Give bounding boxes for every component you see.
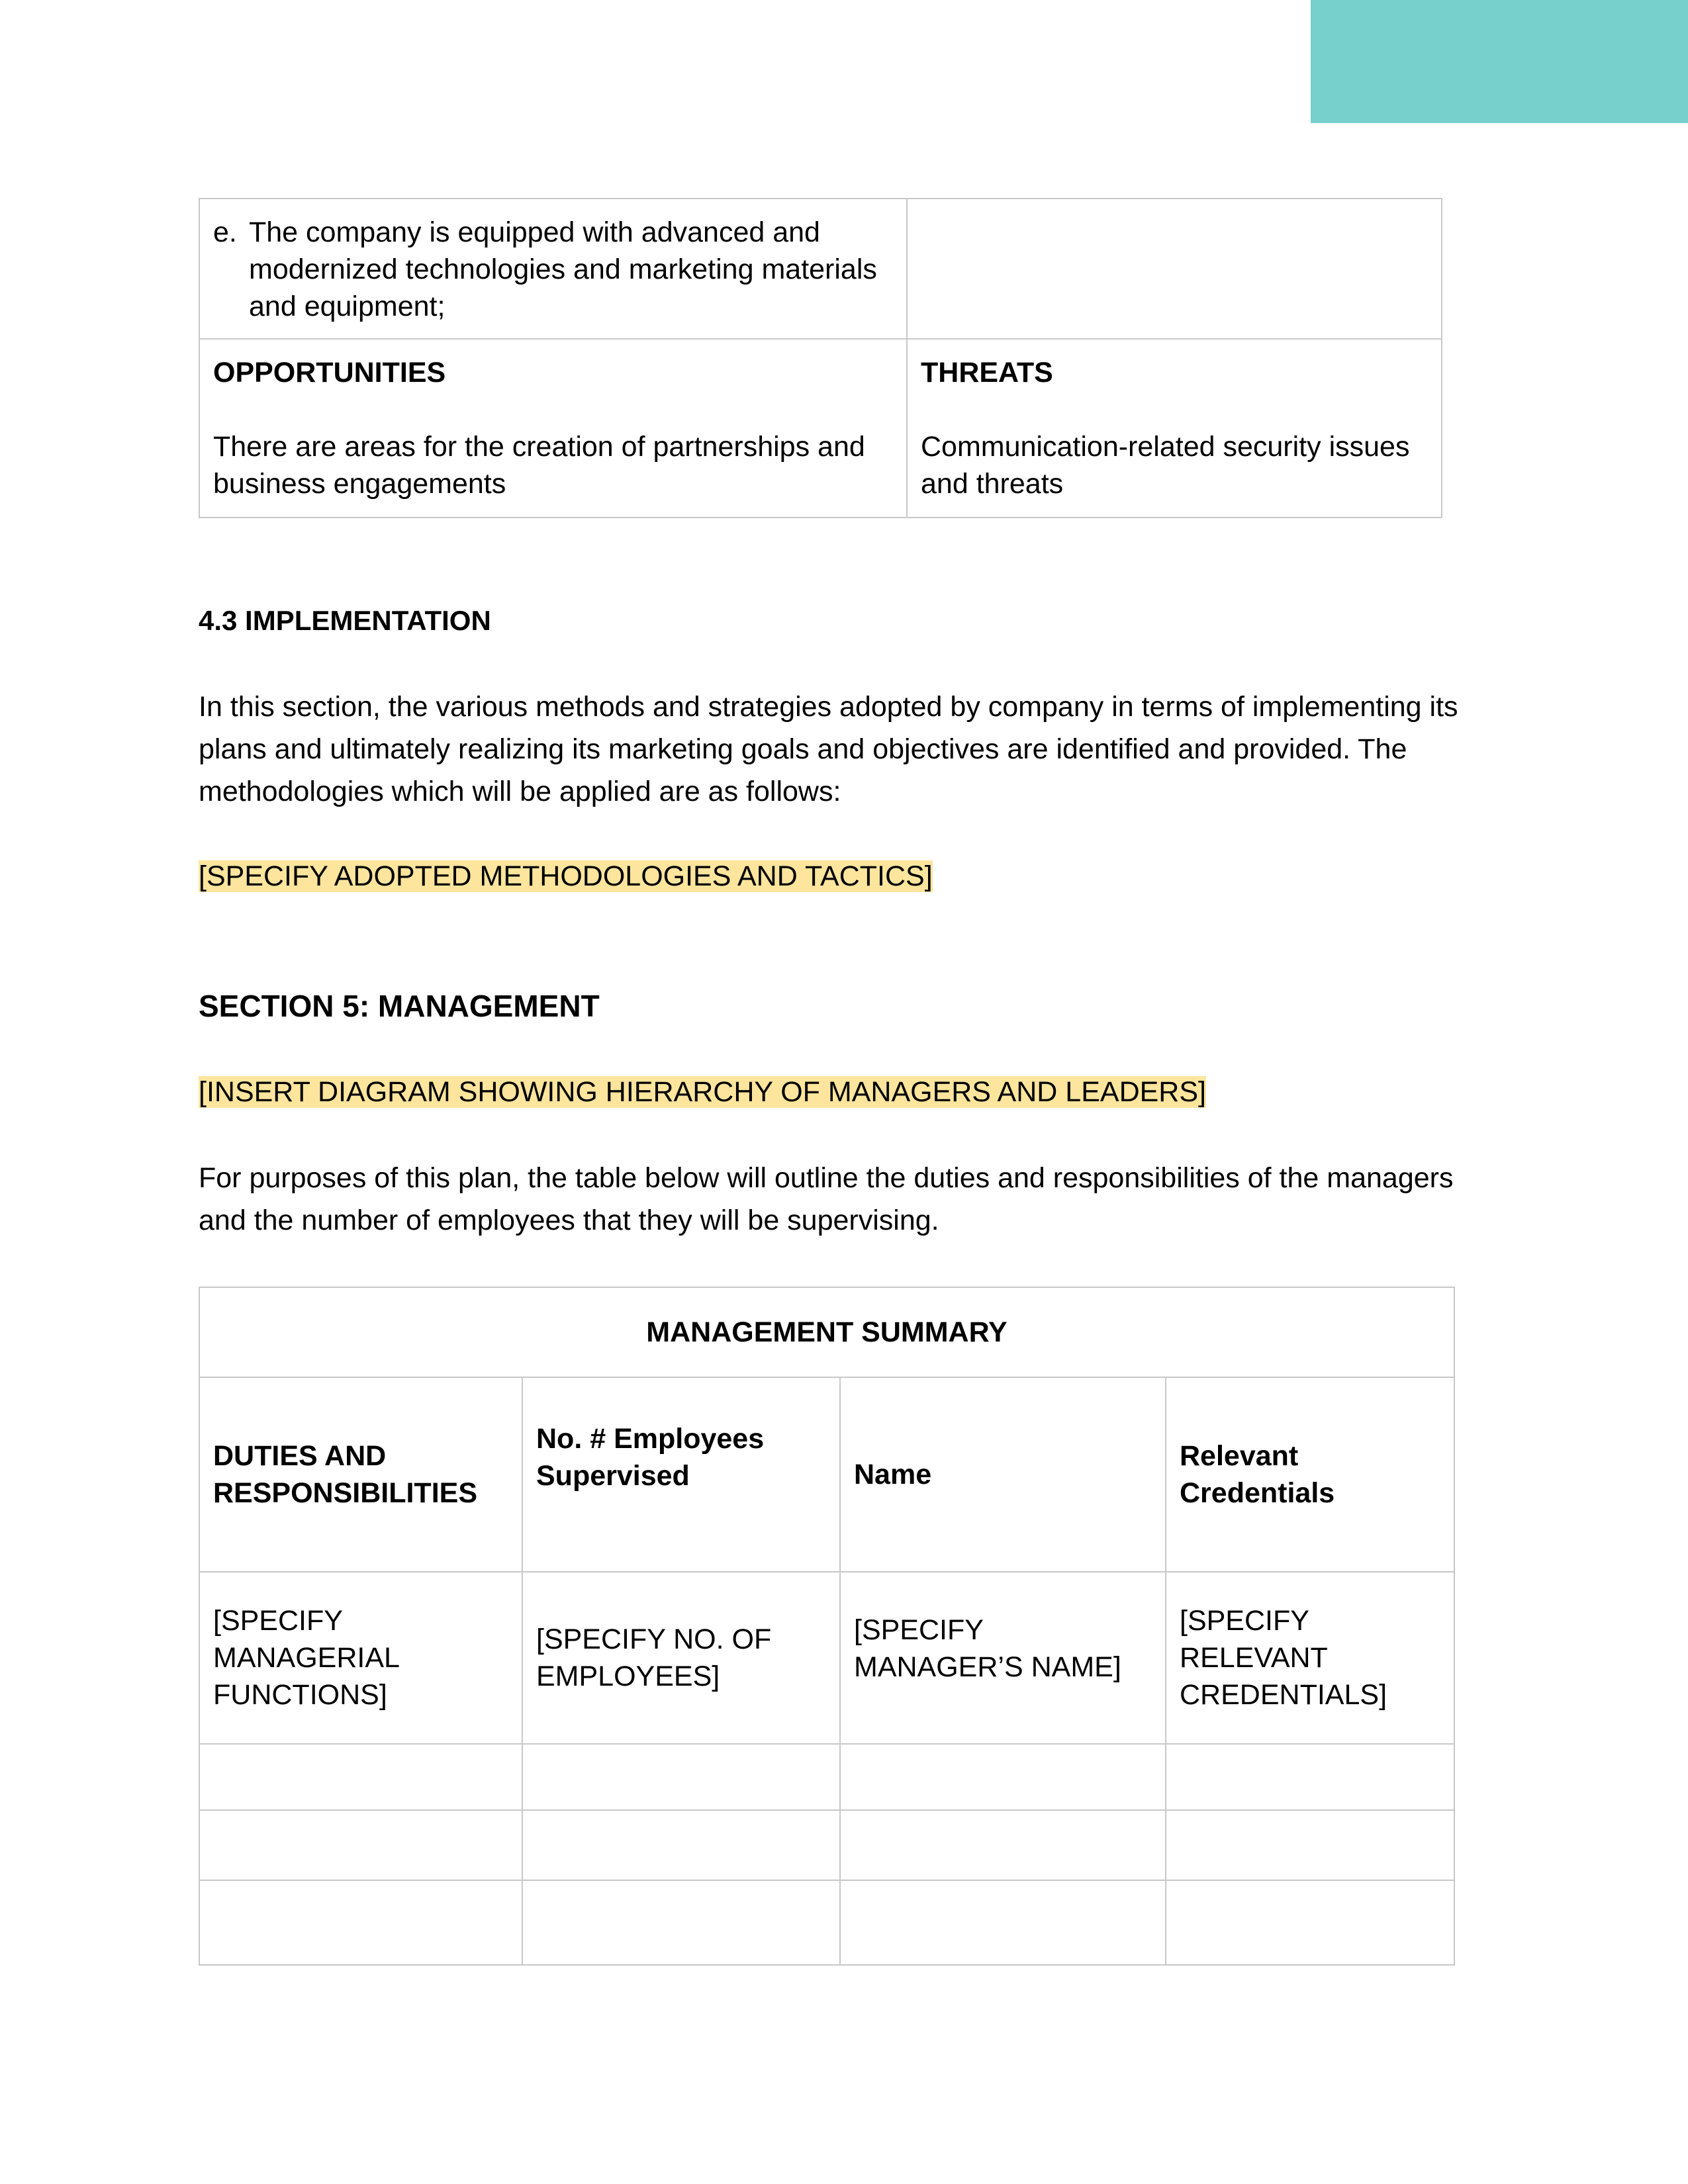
table-cell: [SPECIFY RELEVANT CREDENTIALS]: [1166, 1572, 1454, 1744]
table-title-row: [199, 1287, 1454, 1377]
swot-row-opportunities-threats: [199, 339, 1442, 518]
table-title: MANAGEMENT SUMMARY: [199, 1287, 1454, 1377]
threats-text: Communication-related security issues and threats: [921, 431, 1410, 500]
implementation-placeholder: [199, 855, 1496, 897]
weaknesses-cell: [907, 199, 1442, 339]
opportunities-heading: OPPORTUNITIES: [213, 357, 446, 388]
table-cell: [199, 1744, 522, 1810]
implementation-heading: 4.3 IMPLEMENTATION: [199, 605, 491, 636]
column-header: Relevant Credentials: [1166, 1377, 1454, 1572]
strengths-cell: [199, 199, 907, 339]
diagram-placeholder: [199, 1071, 1496, 1113]
column-header: No. # Employees Supervised: [522, 1377, 840, 1572]
decorative-corner-block: [1311, 0, 1688, 123]
table-row-empty: [199, 1810, 1454, 1880]
swot-row-strengths-weaknesses: [199, 199, 1442, 339]
table-cell: [SPECIFY MANAGERIAL FUNCTIONS]: [199, 1572, 522, 1744]
table-cell: [1166, 1880, 1454, 1965]
opportunities-cell: [199, 339, 907, 518]
management-intro: For purposes of this plan, the table below will outline the duties and responsibilities of the managers and the number of employees that they will be supervising.: [199, 1162, 1454, 1236]
column-header: DUTIES AND RESPONSIBILITIES: [199, 1377, 522, 1572]
table-cell: [1166, 1810, 1454, 1880]
table-row-empty: [199, 1744, 1454, 1810]
table-cell: [199, 1810, 522, 1880]
table-row-empty: [199, 1880, 1454, 1965]
threats-heading: THREATS: [921, 357, 1053, 388]
table-cell: [1166, 1744, 1454, 1810]
list-marker: e.: [213, 216, 237, 248]
table-cell: [522, 1744, 840, 1810]
table-cell: [SPECIFY MANAGER’S NAME]: [840, 1572, 1166, 1744]
list-item-text: The company is equipped with advanced and modernized technologies and marketing materials and equipment;: [249, 216, 877, 322]
opportunities-text: There are areas for the creation of partnerships and business engagements: [213, 431, 865, 500]
swot-table: [199, 198, 1442, 518]
highlighted-placeholder: [SPECIFY ADOPTED METHODOLOGIES AND TACTICS]: [199, 860, 933, 892]
table-cell: [840, 1744, 1166, 1810]
table-cell: [840, 1880, 1166, 1965]
highlighted-placeholder: [INSERT DIAGRAM SHOWING HIERARCHY OF MANAGERS AND LEADERS]: [199, 1076, 1206, 1108]
threats-cell: [907, 339, 1442, 518]
implementation-body: In this section, the various methods and strategies adopted by company in terms of implementing its plans and ultimately realizing its marketing goals and objectives are identified and provided. The methodologies which will be applied are as follows:: [199, 691, 1458, 807]
column-header: Name: [840, 1377, 1166, 1572]
table-cell: [522, 1810, 840, 1880]
table-row: [199, 1572, 1454, 1744]
management-summary-table: [199, 1287, 1455, 1966]
list-item: [213, 214, 893, 325]
table-cell: [522, 1880, 840, 1965]
table-cell: [SPECIFY NO. OF EMPLOYEES]: [522, 1572, 840, 1744]
management-heading: SECTION 5: MANAGEMENT: [199, 989, 600, 1023]
table-cell: [199, 1880, 522, 1965]
table-header-row: [199, 1377, 1454, 1572]
table-cell: [840, 1810, 1166, 1880]
